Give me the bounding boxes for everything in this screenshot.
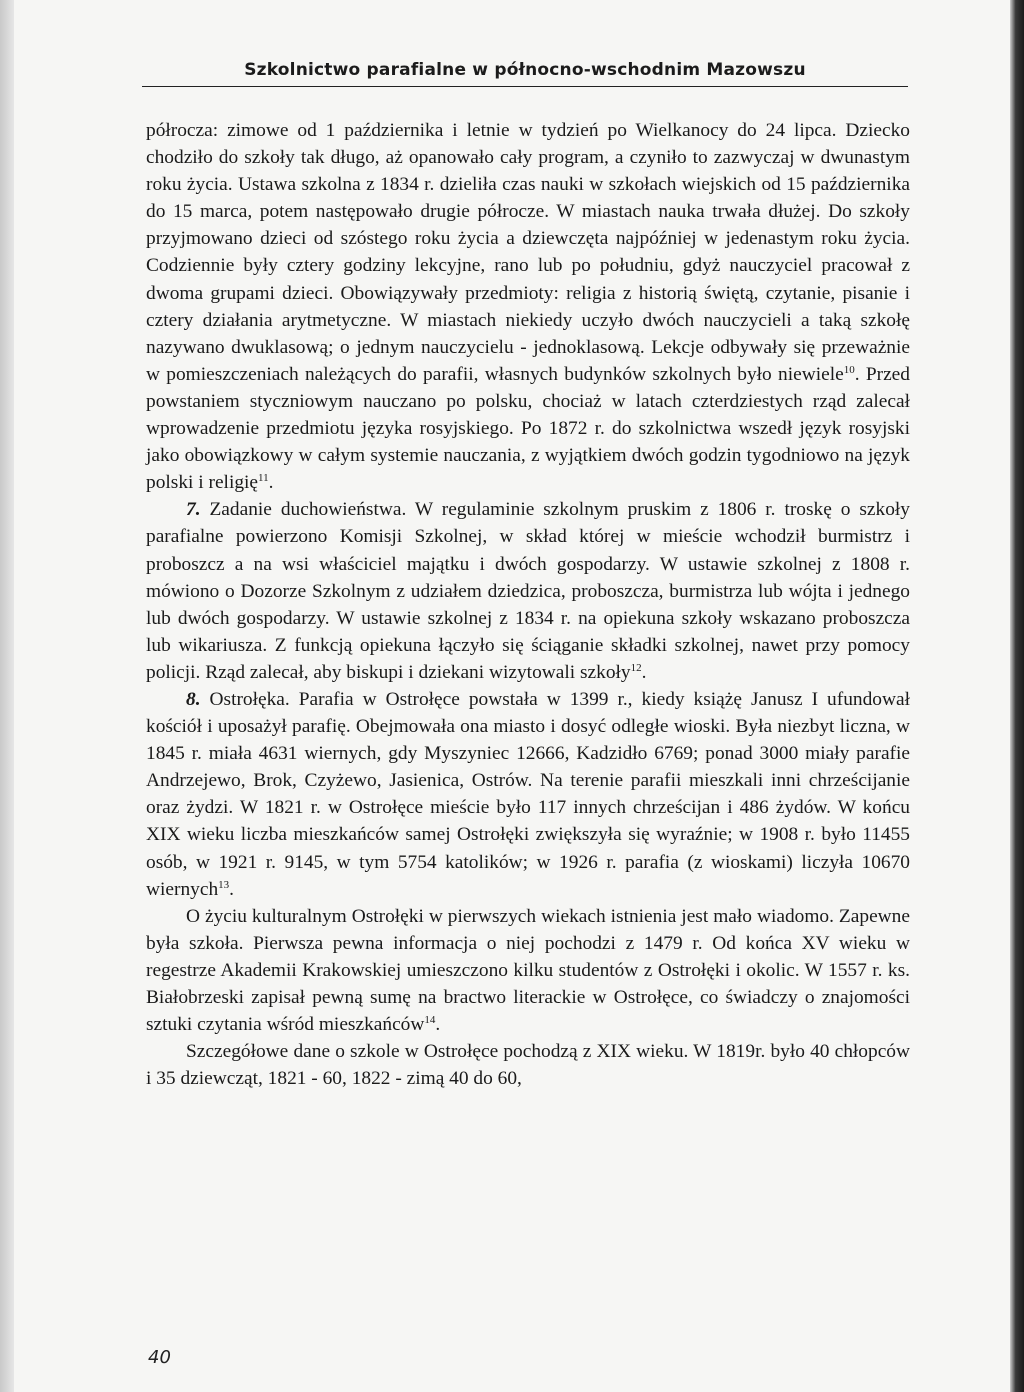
text-run: . <box>435 1014 441 1036</box>
paragraph <box>146 903 910 1038</box>
page-number: 40 <box>148 1347 171 1368</box>
text-run: Ostrołęka. Parafia w Ostrołęce powstała w 1399 r., kiedy książę Janusz I ufundował kościół i uposażył parafię. Obejmowała ona miasto i dosyć odległe wioski. Była niezbyt liczna, w 1845 r. miała 4631 wiernych, gdy Myszyniec 12666, Kadzidło 6769; ponad 3000 miały parafie Andrzejewo, Brok, Czyżewo, Jasienica, Ostrów. Na terenie parafii mieszkali inni chrześcijanie oraz żydzi. W 1821 r. w Ostrołęce mieście było 117 innych chrześcijan i 486 żydów. W końcu XIX wieku liczba mieszkańców samej Ostrołęki zwiększyła się wyraźnie; w 1908 r. było 11455 osób, w 1921 r. 9145, w tym 5754 katolików; w 1926 r. parafia (z wioskami) liczyła 10670 wiernych <box>146 688 910 900</box>
scan-edge-right <box>1010 0 1024 1392</box>
footnote-ref: 10 <box>843 363 855 376</box>
footnote-ref: 12 <box>630 661 642 674</box>
paragraph <box>146 686 910 903</box>
text-run: Szczegółowe dane o szkole w Ostrołęce pochodzą z XIX wieku. W 1819r. było 40 chłopców i 35 dziewcząt, 1821 - 60, 1822 - zimą 40 do 60, <box>146 1041 910 1090</box>
section-number: 8. <box>186 688 201 710</box>
paragraph <box>146 496 910 686</box>
text-run: O życiu kulturalnym Ostrołęki w pierwszych wiekach istnienia jest mało wiadomo. Zapewne była szkoła. Pierwsza pewna informacja o niej pochodzi z 1479 r. Od końca XV wieku w regestrze Akademii Krakowskiej umieszczono kilku studentów z Ostrołęki i okolic. W 1557 r. ks. Białobrzeski zapisał pewną sumę na bractwo literackie w Ostrołęce, co świadczy o znajomości sztuki czytania wśród mieszkańców <box>146 905 910 1036</box>
running-head: Szkolnictwo parafialne w północno-wschodnim Mazowszu <box>244 60 806 80</box>
text-run: . <box>268 472 274 494</box>
paragraph <box>146 1038 910 1092</box>
text-run: półrocza: zimowe od 1 października i letnie w tydzień po Wielkanocy do 24 lipca. Dziecko chodziło do szkoły tak długo, aż opanowało cały program, a czyniło to zazwyczaj w dwunastym roku życia. Ustawa szkolna z 1834 r. dzieliła czas nauki w szkołach wiejskich od 15 października do 15 marca, potem następowało drugie półrocze. W miastach nauka trwała dłużej. Do szkoły przyjmowano dzieci od szóstego roku życia a dziewczęta najpóźniej w jedenastym roku życia. Codziennie były cztery godziny lekcyjne, rano lub po południu, gdyż nauczyciel pracował z dwoma grupami dzieci. Obowiązywały przedmioty: religia z historią świętą, czytanie, pisanie i cztery działania arytmetyczne. W miastach niekiedy uczyło dwóch nauczycieli a taką szkołę nazywano dwuklasową; o jednym nauczycielu - jednoklasową. Lekcje odbywały się przeważnie w pomieszczeniach należących do parafii, własnych budynków szkolnych było niewiele <box>146 120 910 385</box>
text-run: . <box>229 878 235 900</box>
paragraph <box>146 117 910 496</box>
header-rule <box>142 86 908 87</box>
footnote-ref: 11 <box>258 472 269 485</box>
body-text <box>146 117 910 1092</box>
text-run: . <box>641 661 647 683</box>
text-run: . Przed powstaniem styczniowym nauczano po polsku, chociaż w latach czterdziestych rząd zalecał wprowadzenie przedmiotu języka rosyjskiego. Po 1872 r. do szkolnictwa wszedł język rosyjski jako obowiązkowy w całym systemie nauczania, z wyjątkiem dwóch godzin tygodniowo na język polski i religię <box>146 363 910 494</box>
footnote-ref: 14 <box>424 1014 436 1027</box>
section-number: 7. <box>186 499 201 521</box>
text-run: Zadanie duchowieństwa. W regulaminie szkolnym pruskim z 1806 r. troskę o szkoły parafialne powierzono Komisji Szkolnej, w skład której w mieście wchodził burmistrz i proboszcz a na wsi właściciel majątku i dwóch gospodarzy. W ustawie szkolnej z 1808 r. mówiono o Dozorze Szkolnym z udziałem dziedzica, proboszcza, burmistrza lub wójta i jednego lub dwóch gospodarzy. W ustawie szkolnej z 1834 r. na opiekuna szkoły wskazano proboszcza lub wikariusza. Z funkcją opiekuna łączyło się ściąganie składki szkolnej, nawet przy pomocy policji. Rząd zalecał, aby biskupi i dziekani wizytowali szkoły <box>146 499 910 683</box>
footnote-ref: 13 <box>218 878 230 891</box>
scan-edge-left <box>0 0 14 1392</box>
